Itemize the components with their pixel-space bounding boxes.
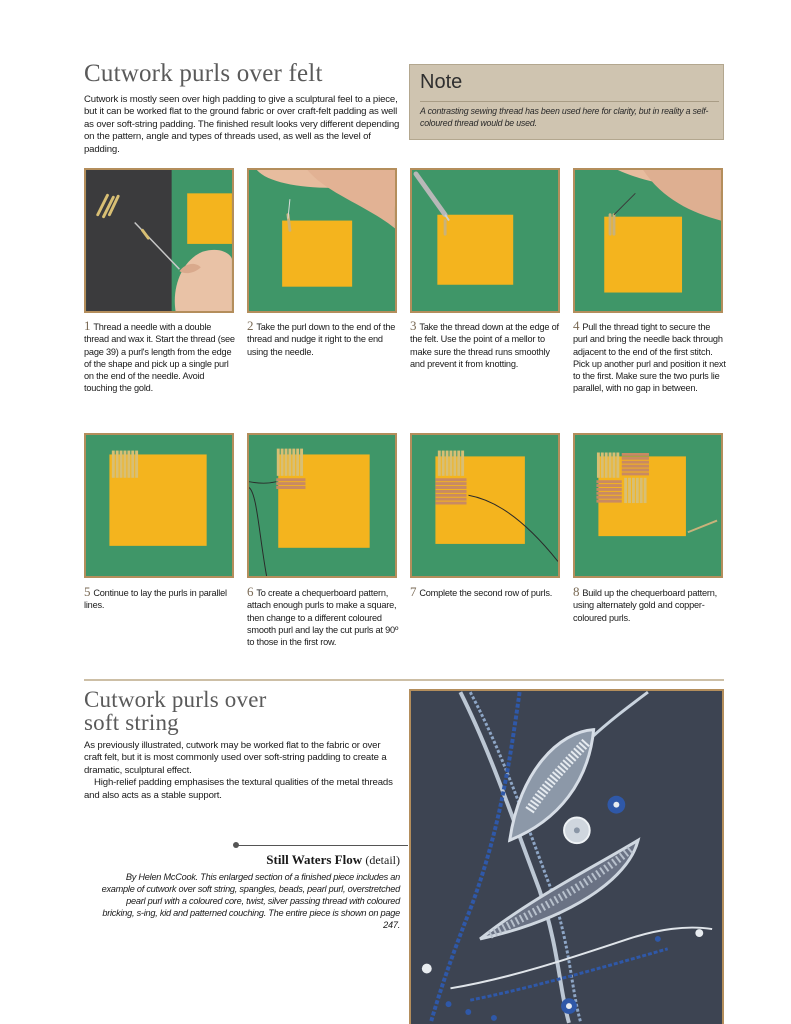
step-6-caption	[247, 586, 401, 648]
section-title-felt: Cutwork purls over felt	[84, 60, 323, 87]
intro-felt-text: Cutwork is mostly seen over high padding to give a sculptural feel to a piece, but it can be worked flat to the ground fabric or over craft-felt padding as well as over soft-string padding. The finished result looks very different depending on the pattern, angle and types of threads used, as well as the level of padding.	[84, 94, 400, 155]
note-title: Note	[420, 71, 463, 93]
credit-text: By Helen McCook. This enlarged section of a finished piece includes an example of cutwork over soft string, spangles, beads, pearl purl, overstretched pearl purl with a coloured core, twist, silver passing thread with coloured bricking, s-ing, kid and patterned couching. The entire piece is shown on page 247.	[101, 872, 400, 930]
step-7-number: 7	[410, 584, 417, 599]
step-3-illustration	[412, 170, 558, 311]
step-4-photo	[573, 168, 723, 313]
step-8-caption	[573, 586, 727, 624]
step-7-illustration	[412, 435, 558, 576]
intro-soft-string	[84, 740, 400, 802]
step-2-text: Take the purl down to the end of the thread and nudge it right to the end using the needle.	[247, 322, 396, 357]
step-6-text: To create a chequerboard pattern, attach enough purls to make a square, then change to a different coloured smooth purl and lay the cut purls at 90º to those in the first row.	[247, 588, 399, 648]
step-4-text: Pull the thread tight to secure the purl and bring the needle back through adjacent to the end of the first stitch. Pick up another purl and position it next to the first. Make sure the two purls lie parallel, with no gap in between.	[573, 322, 726, 394]
credit-title-suffix: (detail)	[365, 853, 400, 867]
step-2-photo	[247, 168, 397, 313]
step-2-caption	[247, 320, 401, 358]
step-7-text: Complete the second row of purls.	[419, 588, 553, 598]
step-1-text: Thread a needle with a double thread and wax it. Start the thread (see page 39) a purl's length from the edge of the shape and pick up a single purl on the end of the needle. Avoid touching the gold.	[84, 322, 235, 394]
step-1-photo	[84, 168, 234, 313]
step-6-number: 6	[247, 584, 254, 599]
note-text: A contrasting sewing thread has been used here for clarity, but in reality a self-coloured thread would be used.	[420, 106, 709, 128]
step-4-illustration	[575, 170, 721, 311]
section-divider	[84, 679, 724, 681]
step-4-number: 4	[573, 318, 580, 333]
photo-credit	[98, 852, 400, 931]
step-5-illustration	[86, 435, 232, 576]
step-2-number: 2	[247, 318, 254, 333]
step-5-number: 5	[84, 584, 91, 599]
step-8-illustration	[575, 435, 721, 576]
step-3-photo	[410, 168, 560, 313]
intro-soft-string-para-1: As previously illustrated, cutwork may be worked flat to the fabric or over craft felt, but it is most commonly used over soft-string padding to create a dramatic, sculptural effect.	[84, 740, 387, 776]
section-title-soft-string	[84, 688, 266, 734]
note-divider	[420, 101, 719, 102]
step-1-caption	[84, 320, 238, 395]
credit-title-text: Still Waters Flow	[266, 852, 363, 867]
step-7-caption	[410, 586, 564, 599]
credit-title	[98, 852, 400, 868]
step-6-illustration	[249, 435, 395, 576]
step-3-number: 3	[410, 318, 417, 333]
step-3-caption	[410, 320, 564, 370]
step-8-text: Build up the chequerboard pattern, using alternately gold and copper-coloured purls.	[573, 588, 717, 623]
step-5-photo	[84, 433, 234, 578]
step-6-photo	[247, 433, 397, 578]
step-2-illustration	[249, 170, 395, 311]
step-7-photo	[410, 433, 560, 578]
note-box	[409, 64, 724, 140]
step-8-number: 8	[573, 584, 580, 599]
intro-felt	[84, 94, 402, 156]
still-waters-flow-photo	[409, 689, 724, 1024]
leader-line	[236, 845, 408, 846]
step-1-number: 1	[84, 318, 91, 333]
step-3-text: Take the thread down at the edge of the felt. Use the point of a mellor to make sure the thread runs smoothly and prevent it from knotting.	[410, 322, 559, 369]
section-title-line-2: soft string	[84, 710, 179, 735]
embroidery-illustration	[411, 691, 722, 1024]
step-1-illustration	[86, 170, 232, 311]
step-5-caption	[84, 586, 238, 612]
intro-soft-string-para-2: High-relief padding emphasises the textural qualities of the metal threads and also acts as a stable support.	[84, 777, 393, 801]
step-8-photo	[573, 433, 723, 578]
step-5-text: Continue to lay the purls in parallel lines.	[84, 588, 227, 611]
step-4-caption	[573, 320, 727, 395]
section-title-line-1: Cutwork purls over	[84, 687, 267, 712]
